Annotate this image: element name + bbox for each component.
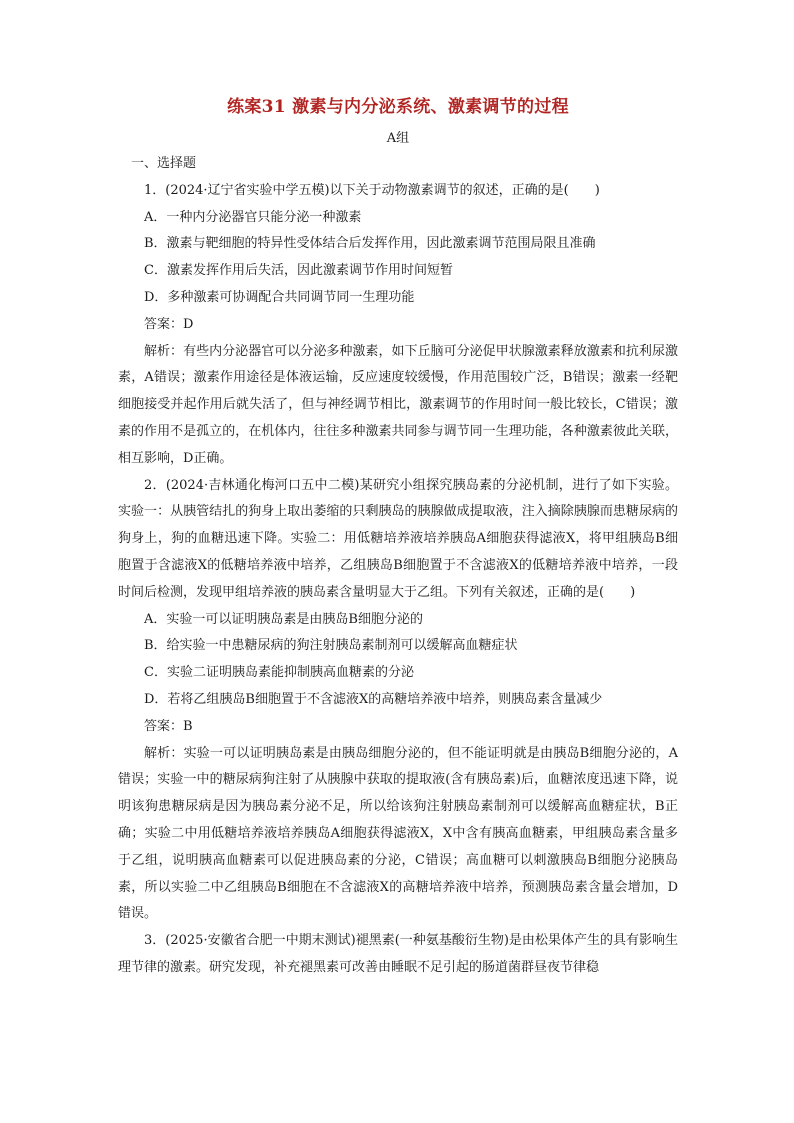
question-1 bbox=[118, 178, 678, 473]
page-title: 练案31 激素与内分泌系统、激素调节的过程 bbox=[227, 97, 569, 117]
option-a: A．实验一可以证明胰岛素是由胰岛B细胞分泌的 bbox=[144, 611, 423, 627]
option-d: D．多种激素可协调配合共同调节同一生理功能 bbox=[144, 289, 415, 305]
question-3 bbox=[118, 928, 678, 982]
question-stem: 2．(2024·吉林通化梅河口五中二模)某研究小组探究胰岛素的分泌机制，进行了如下实验。实验一：从胰管结扎的狗身上取出萎缩的只剩胰岛的胰腺做成提取液，注入摘除胰腺而患糖尿病的狗身上，狗的血糖迅速下降。实验二：用低糖培养液培养胰岛A细胞获得滤液X，将甲组胰岛B细胞置于含滤液X的低糖培养液中培养，乙组胰岛B细胞置于不含滤液X的低糖培养液中培养，一段时间后检测，发现甲组培养液的胰岛素含量明显大于乙组。下列有关叙述，正确的是( ) bbox=[118, 477, 678, 600]
question-stem: 1．(2024·辽宁省实验中学五模)以下关于动物激素调节的叙述，正确的是( ) bbox=[144, 182, 600, 198]
answer-line: 答案：B bbox=[144, 718, 193, 734]
option-c: C．激素发挥作用后失活，因此激素调节作用时间短暂 bbox=[144, 263, 453, 279]
document-page bbox=[118, 92, 678, 982]
question-2 bbox=[118, 473, 678, 929]
analysis-paragraph: 解析：有些内分泌器官可以分泌多种激素，如下丘脑可分泌促甲状腺激素释放激素和抗利尿激素，A错误；激素作用途径是体液运输，反应速度较缓慢，作用范围较广泛，B错误；激素一经靶细胞接受并起作用后就失活了，但与神经调节相比，激素调节的作用时间一般比较长，C错误；激素的作用不是孤立的，在机体内，往往多种激素共同参与调节同一生理功能，各种激素彼此关联，相互影响，D正确。 bbox=[118, 343, 678, 466]
option-a: A．一种内分泌器官只能分泌一种激素 bbox=[144, 209, 362, 225]
answer-line: 答案：D bbox=[144, 316, 194, 332]
option-c: C．实验二证明胰岛素能抑制胰高血糖素的分泌 bbox=[144, 665, 414, 681]
option-b: B．给实验一中患糖尿病的狗注射胰岛素制剂可以缓解高血糖症状 bbox=[144, 638, 518, 654]
group-label: A组 bbox=[386, 131, 410, 146]
option-b: B．激素与靶细胞的特异性受体结合后发挥作用，因此激素调节范围局限且准确 bbox=[144, 236, 596, 252]
section-heading: 一、选择题 bbox=[131, 156, 197, 171]
option-d: D．若将乙组胰岛B细胞置于不含滤液X的高糖培养液中培养，则胰岛素含量减少 bbox=[144, 691, 603, 707]
analysis-paragraph: 解析：实验一可以证明胰岛素是由胰岛细胞分泌的，但不能证明就是由胰岛B细胞分泌的，A错误；实验一中的糖尿病狗注射了从胰腺中获取的提取液(含有胰岛素)后，血糖浓度迅速下降，说明该狗患糖尿病是因为胰岛素分泌不足，所以给该狗注射胰岛素制剂可以缓解高血糖症状，B正确；实验二中用低糖培养液培养胰岛A细胞获得滤液X，X中含有胰高血糖素，甲组胰岛素含量多于乙组，说明胰高血糖素可以促进胰岛素的分泌，C错误；高血糖可以刺激胰岛B细胞分泌胰岛素，所以实验二中乙组胰岛B细胞在不含滤液X的高糖培养液中培养，预测胰岛素含量会增加，D错误。 bbox=[118, 745, 678, 922]
question-stem: 3．(2025·安徽省合肥一中期末测试)褪黑素(一种氨基酸衍生物)是由松果体产生的具有影响生理节律的激素。研究发现，补充褪黑素可改善由睡眠不足引起的肠道菌群昼夜节律稳 bbox=[118, 933, 678, 975]
